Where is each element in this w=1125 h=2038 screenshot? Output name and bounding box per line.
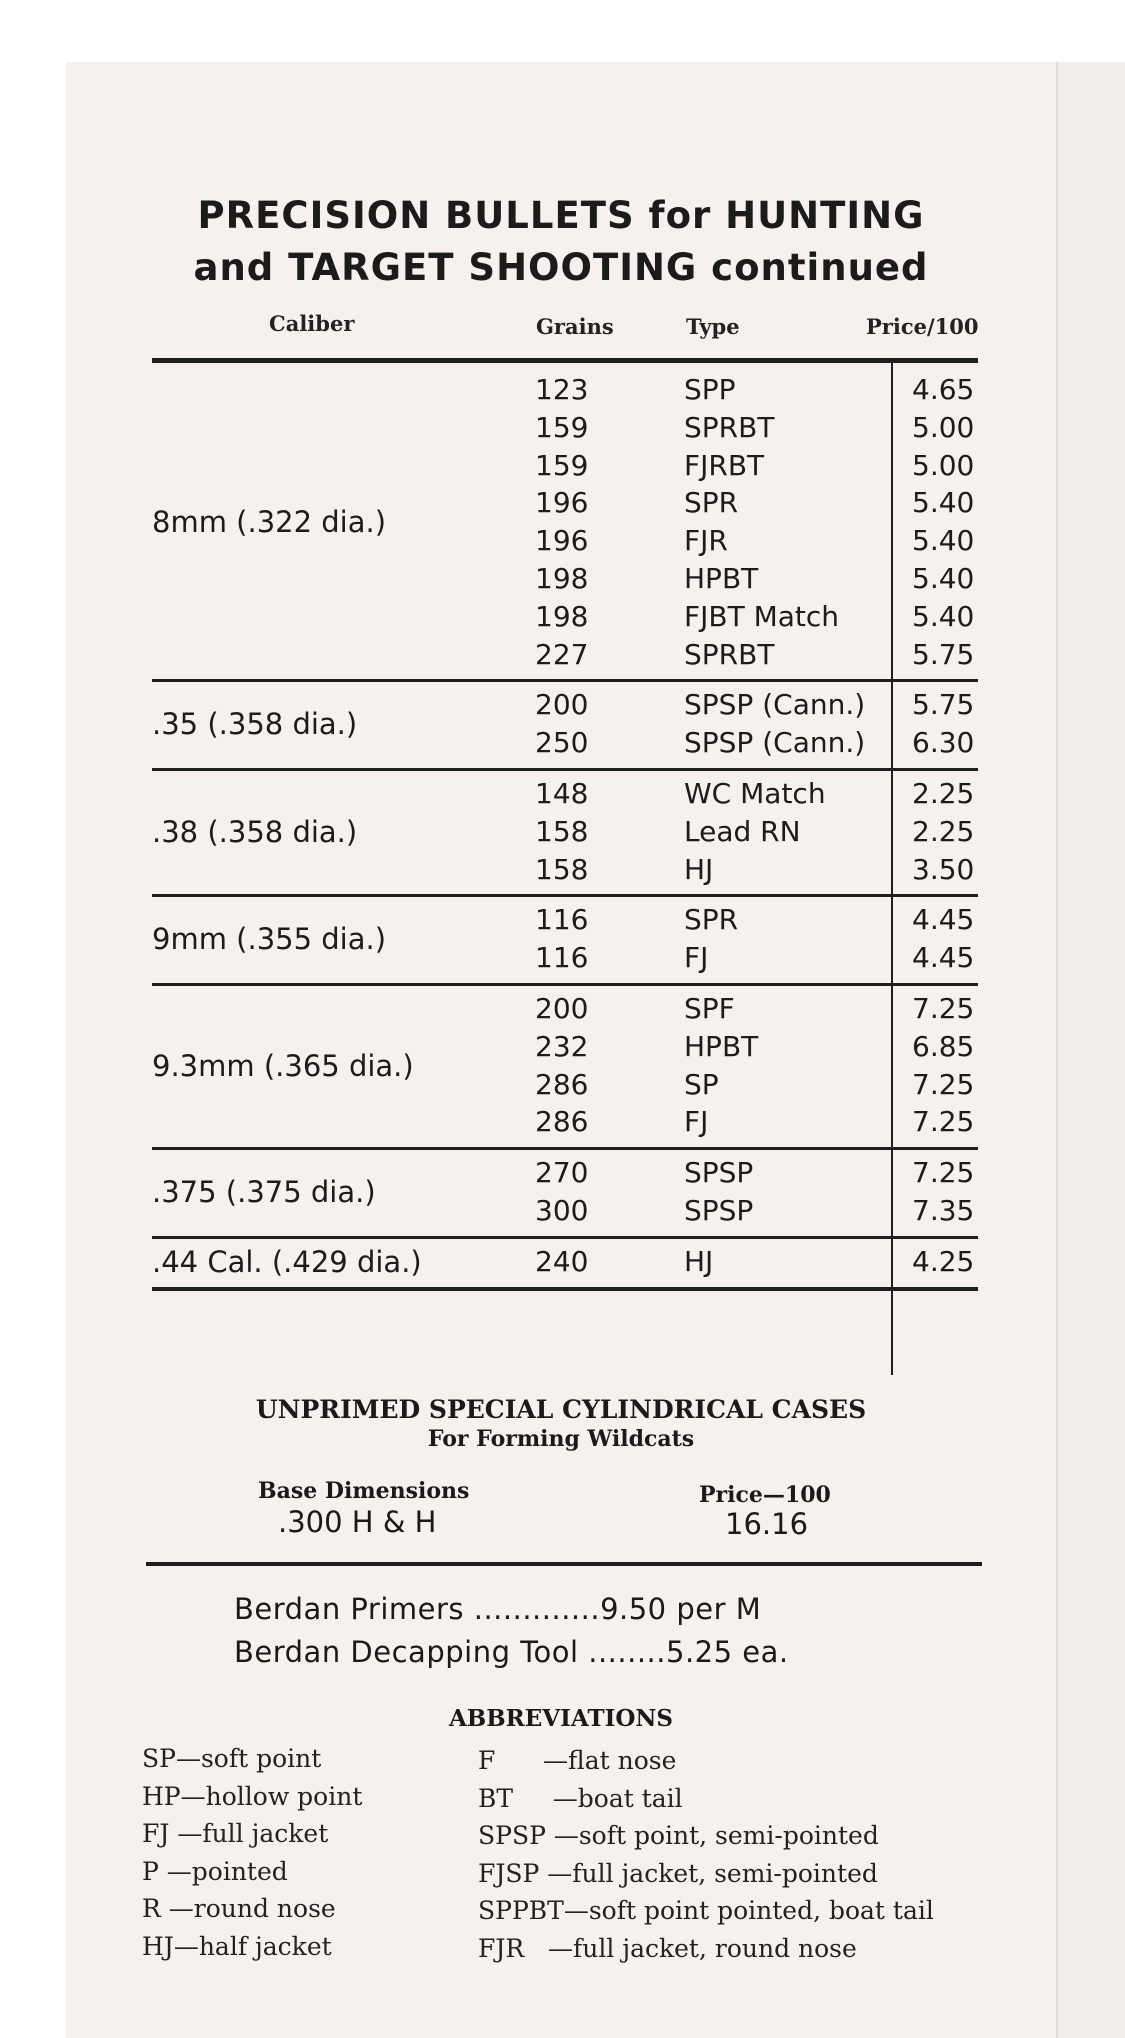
row-grains: 270 [535, 1156, 589, 1190]
row-price: 7.25 [912, 1067, 975, 1101]
abbreviation-entry: FJR —full jacket, round nose [478, 1934, 857, 1963]
row-grains: 250 [535, 726, 589, 760]
row-type: SPSP (Cann.) [684, 726, 866, 760]
cases-bottom-rule [146, 1562, 982, 1566]
row-type: SPSP [684, 1156, 754, 1190]
row-type: FJRBT [684, 448, 765, 482]
row-grains: 200 [535, 992, 589, 1025]
row-grains: 158 [535, 852, 589, 886]
abbreviation-entry: SP—soft point [142, 1744, 322, 1773]
table-top-rule [152, 358, 978, 363]
row-grains: 148 [535, 777, 589, 810]
row-type: SPSP [684, 1194, 754, 1227]
row-price: 4.65 [912, 373, 975, 406]
row-price: 5.40 [912, 599, 975, 633]
page-title-line-1: PRECISION BULLETS for HUNTING [197, 194, 925, 237]
row-price: 3.50 [912, 852, 975, 886]
group-divider-rule [152, 1287, 978, 1291]
cases-subheading: For Forming Wildcats [427, 1426, 695, 1452]
row-price: 5.75 [912, 637, 975, 671]
row-price: 5.40 [912, 562, 975, 595]
cases-price-label: Price—100 [699, 1482, 831, 1508]
row-price: 7.25 [912, 992, 975, 1025]
row-type: SPF [684, 992, 735, 1025]
row-price: 4.45 [912, 941, 975, 975]
caliber-label: 9.3mm (.365 dia.) [152, 1048, 414, 1083]
abbreviation-entry: SPSP —soft point, semi-pointed [478, 1821, 879, 1851]
row-price: 4.25 [912, 1244, 975, 1278]
row-type: SPR [684, 903, 739, 937]
caliber-label: .38 (.358 dia.) [152, 814, 358, 849]
row-type: HPBT [684, 1029, 759, 1063]
group-divider-rule [152, 1236, 978, 1239]
abbreviation-entry: SPPBT—soft point pointed, boat tail [478, 1896, 934, 1926]
row-price: 5.00 [912, 448, 975, 482]
row-grains: 196 [535, 524, 589, 558]
row-price: 2.25 [912, 814, 975, 848]
row-price: 6.30 [912, 726, 975, 760]
caliber-label: 9mm (.355 dia.) [152, 922, 387, 957]
row-price: 7.35 [912, 1194, 975, 1227]
abbreviation-entry: R —round nose [142, 1894, 336, 1924]
row-price: 5.40 [912, 486, 975, 520]
row-type: SPP [684, 373, 736, 406]
page-title-line-2: and TARGET SHOOTING continued [193, 246, 929, 289]
cases-price-value: 16.16 [725, 1507, 809, 1541]
base-dimensions-label: Base Dimensions [258, 1478, 470, 1504]
row-type: SPSP (Cann.) [684, 688, 866, 722]
row-grains: 198 [535, 599, 589, 633]
adjacent-page-edge [1056, 62, 1125, 2038]
row-type: HJ [684, 852, 714, 886]
row-price: 2.25 [912, 777, 975, 810]
group-divider-rule [152, 983, 978, 986]
group-divider-rule [152, 1147, 978, 1150]
row-type: SP [684, 1067, 719, 1101]
abbreviation-entry: F —flat nose [478, 1746, 677, 1775]
row-price: 7.25 [912, 1105, 975, 1139]
row-type: Lead RN [684, 814, 801, 848]
row-type: FJR [684, 524, 728, 558]
base-dimensions-value: .300 H & H [278, 1505, 437, 1539]
column-header-type: Type [686, 314, 740, 339]
abbreviation-entry: BT —boat tail [478, 1783, 683, 1813]
row-grains: 159 [535, 410, 589, 444]
cases-heading: UNPRIMED SPECIAL CYLINDRICAL CASES [255, 1395, 867, 1424]
row-price: 4.45 [912, 903, 975, 937]
row-type: HPBT [684, 562, 759, 595]
price-column-divider [891, 363, 893, 1375]
group-divider-rule [152, 894, 978, 897]
group-divider-rule [152, 679, 978, 682]
row-grains: 232 [535, 1029, 589, 1063]
row-type: SPRBT [684, 637, 775, 671]
row-price: 5.75 [912, 688, 975, 722]
row-grains: 116 [535, 941, 589, 975]
abbreviations-heading: ABBREVIATIONS [448, 1705, 674, 1732]
row-grains: 200 [535, 688, 589, 722]
row-grains: 116 [535, 903, 589, 937]
row-grains: 158 [535, 814, 589, 848]
row-grains: 196 [535, 486, 589, 520]
abbreviation-entry: P —pointed [142, 1856, 288, 1886]
row-grains: 286 [535, 1067, 589, 1101]
row-grains: 286 [535, 1105, 589, 1139]
row-type: WC Match [684, 777, 826, 810]
caliber-label: .44 Cal. (.429 dia.) [152, 1244, 422, 1279]
row-type: FJ [684, 941, 709, 975]
row-price: 5.40 [912, 524, 975, 558]
row-price: 6.85 [912, 1029, 975, 1063]
row-grains: 227 [535, 637, 589, 671]
berdan-decapping-tool-line: Berdan Decapping Tool ........5.25 ea. [234, 1635, 789, 1669]
column-header-caliber: Caliber [269, 311, 355, 336]
row-type: SPRBT [684, 410, 775, 444]
catalog-page [66, 62, 1056, 2038]
row-type: FJBT Match [684, 599, 840, 633]
row-price: 5.00 [912, 410, 975, 444]
abbreviation-entry: HJ—half jacket [142, 1932, 332, 1961]
row-type: FJ [684, 1105, 709, 1139]
row-price: 7.25 [912, 1156, 975, 1190]
row-grains: 198 [535, 562, 589, 595]
caliber-label: .35 (.358 dia.) [152, 707, 358, 742]
column-header-price: Price/100 [866, 314, 979, 339]
abbreviation-entry: FJSP —full jacket, semi-pointed [478, 1858, 878, 1888]
abbreviation-entry: FJ —full jacket [142, 1819, 329, 1849]
berdan-primers-line: Berdan Primers .............9.50 per M [234, 1592, 762, 1626]
column-header-grains: Grains [536, 314, 614, 339]
caliber-label: 8mm (.322 dia.) [152, 505, 387, 540]
group-divider-rule [152, 768, 978, 771]
row-grains: 123 [535, 373, 589, 406]
row-grains: 240 [535, 1244, 589, 1278]
row-type: SPR [684, 486, 739, 520]
row-grains: 300 [535, 1194, 589, 1227]
abbreviation-entry: HP—hollow point [142, 1781, 363, 1811]
caliber-label: .375 (.375 dia.) [152, 1175, 376, 1209]
row-grains: 159 [535, 448, 589, 482]
row-type: HJ [684, 1244, 714, 1278]
